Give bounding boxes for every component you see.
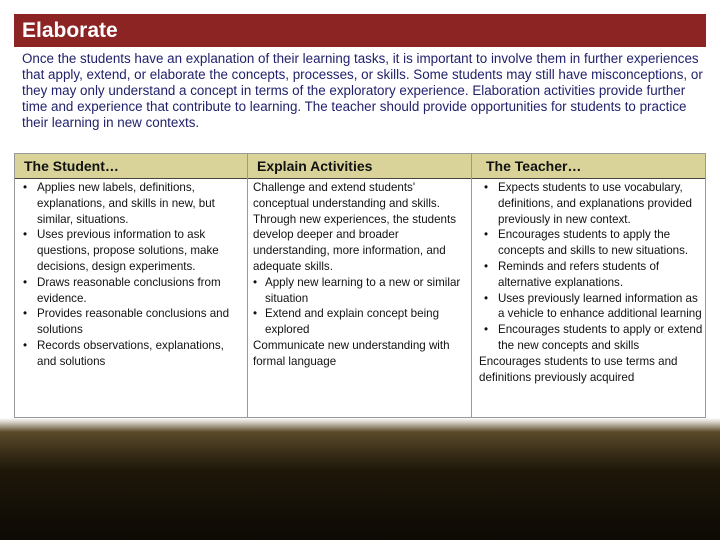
list-item: • Uses previous information to ask questions, propose solutions, make decisions, design experiments.	[23, 228, 219, 273]
list-item: • Records observations, explanations, and solutions	[23, 338, 224, 368]
slide-title: Elaborate	[22, 19, 118, 42]
bullet-icon: •	[23, 275, 28, 289]
table-header-row	[15, 154, 705, 179]
bullet-icon: •	[253, 307, 258, 321]
bullet-icon: •	[23, 228, 28, 242]
bullet-icon: •	[484, 259, 489, 273]
list-item: • Expects students to use vocabulary, definitions, and explanations provided previously in new context.	[484, 181, 693, 226]
list-item: • Uses previously learned information as a vehicle to enhance additional learning	[484, 291, 702, 321]
list-item: • Apply new learning to a new or similar situation	[253, 275, 461, 305]
bullet-icon: •	[23, 181, 28, 194]
activities-outro: Communicate new understanding with formal language	[253, 338, 450, 368]
student-column	[20, 180, 242, 370]
list-item: • Encourages students to apply the concepts and skills to new situations.	[484, 228, 689, 258]
activities-column	[253, 180, 467, 370]
bullet-icon: •	[484, 291, 489, 305]
column-divider	[247, 154, 248, 417]
list-item: • Encourages students to apply or extend the new concepts and skills	[484, 323, 703, 352]
activities-intro: Challenge and extend students' conceptual understanding and skills. Through new experiences, the students develop deeper and broader understanding, more information, and adequate skills.	[253, 181, 457, 273]
elaborate-table	[14, 153, 706, 418]
bullet-icon: •	[484, 181, 489, 194]
bullet-icon: •	[484, 323, 489, 337]
list-item: • Provides reasonable conclusions and solutions	[23, 307, 230, 337]
list-item: • Draws reasonable conclusions from evidence.	[23, 275, 221, 305]
bullet-icon: •	[253, 275, 258, 289]
column-divider	[471, 154, 472, 417]
bullet-icon: •	[23, 338, 28, 352]
header-activities: Explain Activities	[257, 158, 373, 174]
list-item: • Extend and explain concept being explored	[253, 307, 440, 337]
teacher-column	[481, 180, 703, 385]
intro-paragraph: Once the students have an explanation of their learning tasks, it is important to involve them in further experiences that apply, extend, or elaborate the concepts, processes, or skills. Some students may still have misconceptions, or they may only understand a concept in terms of the exploratory experience. Elaboration activities provide further time and experience that contribute to learning. The teacher should provide opportunities for students to practice their learning in new contexts.	[22, 51, 703, 130]
teacher-outro: Encourages students to use terms and definitions previously acquired	[479, 354, 678, 384]
title-bar	[14, 14, 706, 47]
bullet-icon: •	[484, 228, 489, 242]
header-teacher: The Teacher…	[486, 158, 582, 174]
list-item: • Reminds and refers students of alternative explanations.	[484, 259, 660, 289]
bullet-icon: •	[23, 307, 28, 321]
list-item: • Applies new labels, definitions, explanations, and skills in new, but similar, situations.	[23, 181, 215, 226]
header-student: The Student…	[24, 158, 119, 174]
